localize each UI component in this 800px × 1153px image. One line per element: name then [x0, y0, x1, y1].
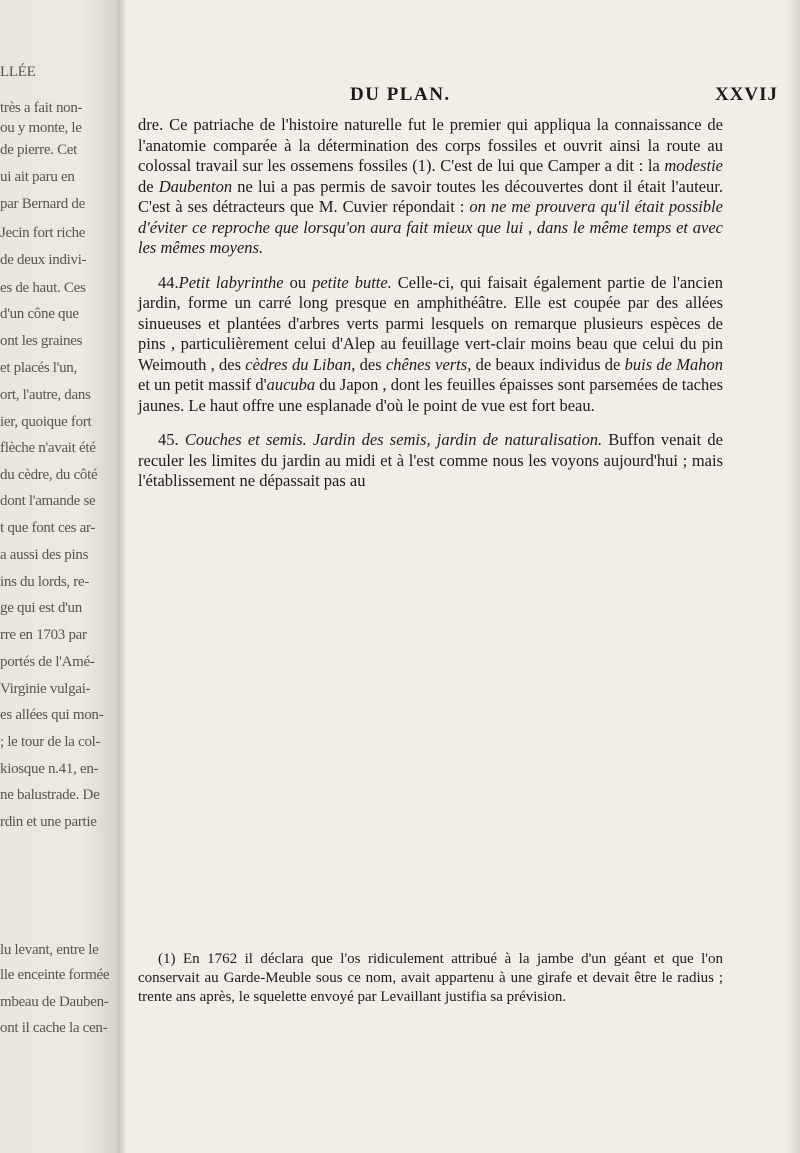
italic-run: on ne me prouvera qu'il était possible d'éviter ce reproche que lorsqu'on aura fait mieux que lui , dans le même temps et avec les mêmes moyens.	[138, 197, 723, 257]
body-text	[138, 115, 723, 492]
left-page-line: LLÉE	[0, 64, 36, 80]
running-head	[138, 84, 778, 108]
text-run: Celle-ci, qui faisait également partie de l'ancien jardin, forme un carré long presque en amphithéâtre. Elle est coupée par des allées sinueuses et plantées d'arbres verts parmi lesquels on remarque plusieurs espèces de pins , particulièrement celui d'Alep au feuillage vert-clair moins beau que celui du pin Weimouth , des	[138, 272, 723, 374]
italic-run: buis de Mahon	[624, 354, 724, 374]
section-number: 44.	[158, 272, 179, 292]
page-number: XXVIJ	[714, 84, 778, 105]
text-run: ou	[283, 272, 313, 292]
text-run: dre. Ce patriache de l'histoire naturelle fut le premier qui appliqua la connaissance de l'anatomie comparée à la détermination des corps fossiles et ouvrit ainsi la route au colossal travail sur les ossemens fossiles (1). C'est de lui que Camper a dit : la	[138, 115, 723, 175]
italic-run: chênes verts	[385, 354, 468, 374]
italic-run: modestie	[664, 156, 723, 175]
italic-run: cèdres du Liban	[245, 354, 352, 374]
left-page-line: Virginie vulgai-	[0, 681, 91, 697]
left-page-line: es de haut. Ces	[0, 280, 86, 296]
left-page-line: très a fait non-	[0, 100, 83, 116]
left-page-line: ge qui est d'un	[0, 600, 82, 616]
left-page-line: ; le tour de la col-	[0, 734, 101, 750]
italic-run: petite butte.	[312, 272, 392, 292]
left-page-line: dont l'amande se	[0, 493, 96, 509]
left-page-line: portés de l'Amé-	[0, 654, 95, 670]
italic-run: aucuba	[266, 375, 316, 394]
left-page-line: et placés l'un,	[0, 360, 77, 376]
left-page-line: lle enceinte formée	[0, 967, 110, 983]
left-page-line: es allées qui mon-	[0, 707, 104, 723]
left-page-line: flèche n'avait été	[0, 440, 96, 456]
running-title: DU PLAN.	[350, 84, 451, 105]
left-facing-page	[0, 0, 118, 1153]
italic-run: Couches et semis. Jardin des semis, jardin de naturalisation.	[184, 430, 603, 449]
left-page-line: du cèdre, du côté	[0, 467, 98, 483]
left-page-line: ier, quoique fort	[0, 414, 92, 430]
paragraph-45-couches-et-semis	[138, 430, 723, 492]
page-gutter	[118, 0, 126, 1153]
left-page-line: ne balustrade. De	[0, 787, 100, 803]
left-page-line: lu levant, entre le	[0, 942, 99, 958]
text-run: , des	[351, 354, 386, 374]
italic-run: Petit labyrinthe	[178, 272, 284, 292]
paragraph-daubenton	[138, 115, 723, 259]
italic-run: Daubenton	[158, 176, 233, 196]
left-page-line: t que font ces ar-	[0, 520, 96, 536]
left-page-line: de deux indivi-	[0, 252, 87, 268]
footnote-text: (1) En 1762 il déclara que l'os ridiculement attribué à la jambe d'un géant et que l'on conservait au Garde-Meuble sous ce nom, avait appartenu à une girafe et devait être le radius ; trente ans après, le squelette envoyé par Levaillant justifia sa prévision.	[138, 951, 723, 1005]
left-page-line: a aussi des pins	[0, 547, 89, 563]
text-run: du Japon , dont les feuilles épaisses sont parsemées de taches jaunes. Le haut offre une esplanade d'où le point de vue est fort beau.	[138, 375, 723, 415]
left-page-line: rre en 1703 par	[0, 627, 87, 643]
left-page-line: ont il cache la cen-	[0, 1020, 108, 1036]
left-page-line: Jecin fort riche	[0, 225, 86, 241]
left-page-line: kiosque n.41, en-	[0, 761, 99, 777]
text-run: de	[138, 176, 159, 196]
left-page-line: de pierre. Cet	[0, 142, 78, 158]
text-run: , de beaux individus de	[467, 354, 625, 374]
book-page	[138, 0, 778, 1153]
text-run: ne lui a pas permis de savoir toutes les découvertes dont il était l'auteur. C'est à ses détracteurs que M. Cuvier répondait :	[138, 176, 723, 216]
left-page-line: d'un cône que	[0, 306, 79, 322]
section-number: 45.	[158, 430, 179, 449]
left-page-line: ort, l'autre, dans	[0, 387, 91, 403]
left-page-line: ins du lords, re-	[0, 574, 90, 590]
text-run: Buffon venait de reculer les limites du jardin au midi et à l'est comme nous les voyons aujourd'hui ; mais l'établissement ne dépassait pas au	[138, 430, 724, 490]
left-page-line: rdin et une partie	[0, 814, 97, 830]
left-page-line: mbeau de Dauben-	[0, 994, 109, 1010]
page-edge	[786, 0, 800, 1153]
footnote	[138, 950, 723, 1007]
left-page-line: par Bernard de	[0, 196, 85, 212]
left-page-line: ui ait paru en	[0, 169, 75, 185]
text-run: et un petit massif d'	[138, 375, 267, 394]
left-page-line: ou y monte, le	[0, 120, 82, 136]
left-page-line: ont les graines	[0, 333, 83, 349]
paragraph-44-petit-labyrinthe	[138, 273, 723, 417]
